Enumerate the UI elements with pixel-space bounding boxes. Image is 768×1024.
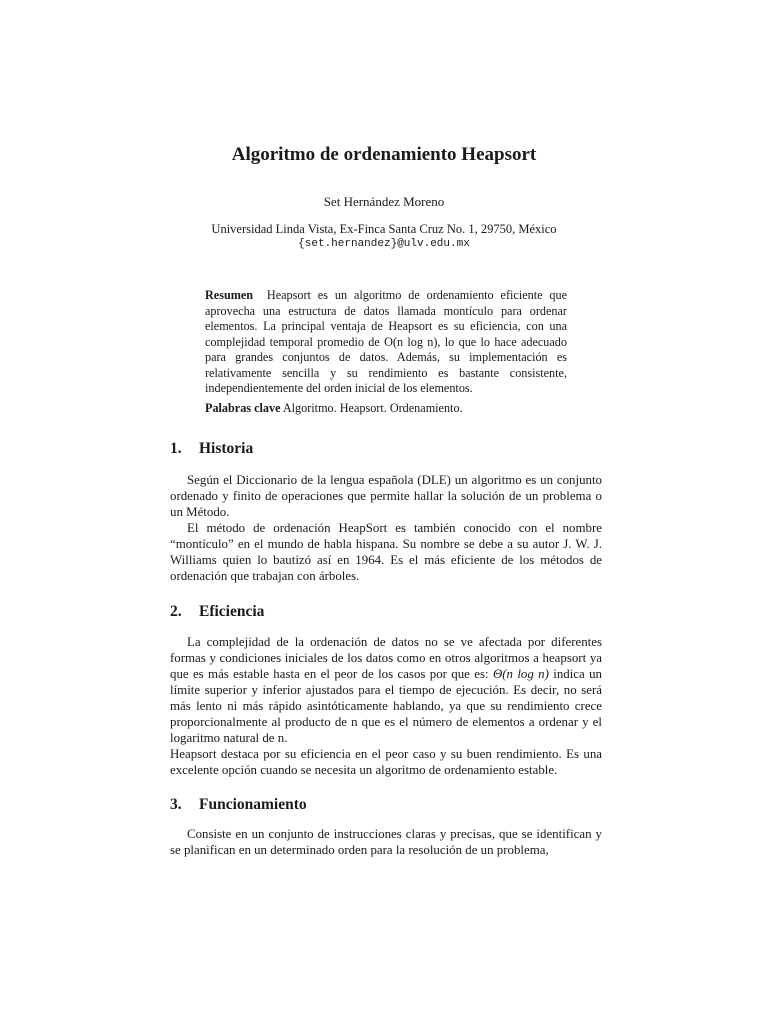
- author-affiliation: Universidad Linda Vista, Ex-Finca Santa Cruz No. 1, 29750, México: [211, 222, 557, 236]
- section-title: Historia: [199, 440, 254, 457]
- author-email: {set.hernandez}@ulv.edu.mx: [298, 238, 470, 250]
- abstract-label: Resumen: [205, 288, 254, 302]
- paragraph-text: La complejidad de la ordenación de datos no se ve afectada por diferentes formas y condiciones iniciales de los datos como en otros algoritmos a heapsort ya que es más estable hasta en el peor de los casos por que es:: [170, 635, 602, 681]
- paragraph: El método de ordenación HeapSort es también conocido con el nombre “montículo” en el mundo de habla hispana. Su nombre se debe a su autor J. W. J. Williams quien lo bautizó así en 1964. Es el más eficiente de los métodos de ordenación que trabajan con árboles.: [170, 521, 602, 583]
- section-body-funcionamiento: [170, 826, 602, 858]
- section-body-historia: [170, 472, 602, 584]
- abstract: [205, 288, 567, 397]
- keywords-text: Algoritmo. Heapsort. Ordenamiento.: [282, 401, 463, 415]
- section-number: 2.: [170, 603, 182, 620]
- paper-title: Algoritmo de ordenamiento Heapsort: [231, 144, 537, 165]
- keywords-label: Palabras clave: [205, 401, 281, 415]
- paragraph: [170, 634, 602, 746]
- section-number: 3.: [170, 796, 182, 813]
- paragraph: Consiste en un conjunto de instrucciones claras y precisas, que se identifican y se planifican en un determinado orden para la resolución de un problema,: [170, 827, 602, 857]
- paragraph-text: indica un límite superior y inferior ajustados para el tiempo de ejecución. Es decir, no será más lento ni más rápido asintóticamente hablando, ya que su rendimiento crece proporcionalmente al producto de n que es el número de elementos a ordenar y el logaritmo natural de n.: [170, 667, 602, 745]
- paragraph: Según el Diccionario de la lengua española (DLE) un algoritmo es un conjunto ordenado y finito de operaciones que permite hallar la solución de un problema o un Método.: [170, 473, 602, 519]
- section-number: 1.: [170, 440, 182, 457]
- section-heading-eficiencia: [170, 603, 264, 621]
- keywords: [205, 401, 567, 416]
- abstract-text: Heapsort es un algoritmo de ordenamiento eficiente que aprovecha una estructura de datos llamada montículo para ordenar elementos. La principal ventaja de Heapsort es su eficiencia, con una complejidad temporal promedio de O(n log n), lo que lo hace adecuado para grandes conjuntos de datos. Además, su implementación es relativamente sencilla y su rendimiento es bastante consistente, independientemente del orden inicial de los elementos.: [205, 288, 568, 395]
- math-expression: Θ(n log n): [492, 667, 549, 681]
- author-name: Set Hernández Moreno: [323, 194, 445, 209]
- section-title: Funcionamiento: [199, 796, 307, 813]
- section-heading-funcionamiento: [170, 796, 307, 814]
- paragraph: Heapsort destaca por su eficiencia en el peor caso y su buen rendimiento. Es una excelente opción cuando se necesita un algoritmo de ordenamiento estable.: [170, 747, 602, 777]
- section-title: Eficiencia: [199, 603, 265, 620]
- section-heading-historia: [170, 440, 253, 458]
- section-body-eficiencia: [170, 634, 602, 778]
